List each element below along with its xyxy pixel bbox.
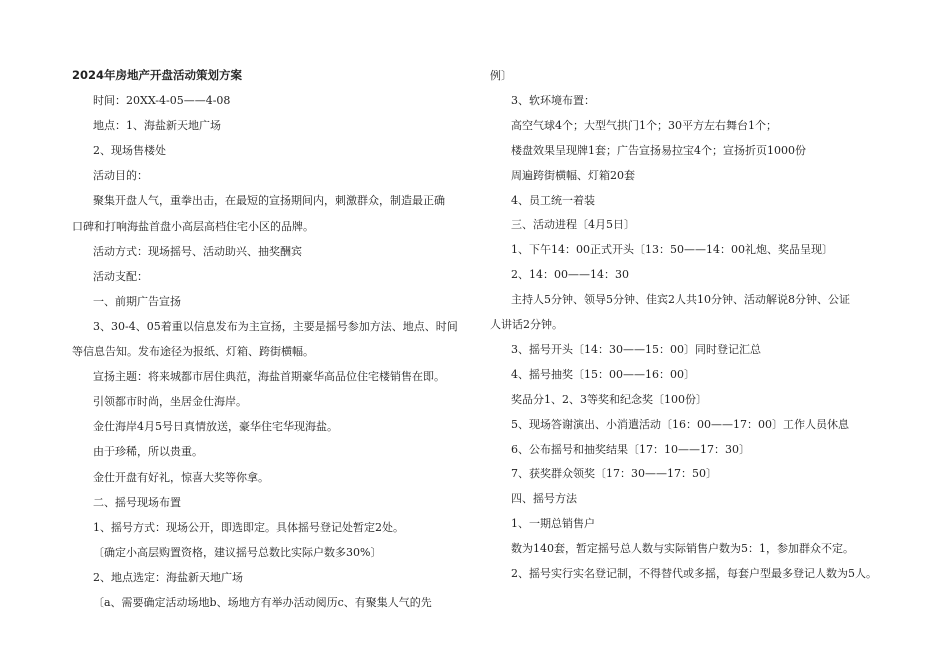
paragraph-line: 引领都市时尚，坐居金仕海岸。 (93, 395, 247, 409)
paragraph-line: 3、摇号开头〔14：30——15：00〕同时登记汇总 (511, 342, 761, 356)
paragraph-line: 数为140套，暂定摇号总人数与实际销售户数为5：1，参加群众不定。 (511, 542, 854, 556)
paragraph-line: 2、地点选定：海盐新天地广场 (93, 570, 243, 584)
paragraph-line: 4、员工统一着装 (511, 193, 595, 207)
paragraph-line: 1、摇号方式：现场公开，即选即定。具体摇号登记处暂定2处。 (93, 520, 404, 534)
paragraph-line: 金仕开盘有好礼，惊喜大奖等你拿。 (93, 470, 269, 484)
paragraph-line: 周遍跨街横幅、灯箱20套 (511, 168, 635, 182)
paragraph-line: 5、现场答谢演出、小消遣活动〔16：00——17：00〕工作人员休息 (511, 417, 849, 431)
paragraph-line: 6、公布摇号和抽奖结果〔17：10——17：30〕 (511, 442, 750, 456)
paragraph-line: 7、获奖群众领奖〔17：30——17：50〕 (511, 467, 717, 481)
paragraph-line: 〔确定小高层购置资格，建议摇号总数比实际户数多30%〕 (93, 545, 382, 559)
paragraph-line: 2、14：00——14：30 (511, 268, 629, 282)
document-title: 2024年房地产开盘活动策划方案 (72, 68, 243, 82)
paragraph-line: 2、摇号实行实名登记制，不得替代或多摇，每套户型最多登记人数为5人。 (511, 567, 877, 580)
paragraph-line: 人讲话2分钟。 (490, 318, 563, 331)
paragraph-line: 地点：1、海盐新天地广场 (93, 119, 221, 133)
paragraph-line: 四、摇号方法 (511, 492, 577, 506)
paragraph-line: 口碑和打响海盐首盘小高层高档住宅小区的品牌。 (72, 219, 314, 233)
paragraph-line: 聚集开盘人气，重拳出击，在最短的宣扬期间内，刺激群众，制造最正确 (93, 194, 445, 208)
paragraph-line: 4、摇号抽奖〔15：00——16：00〕 (511, 367, 695, 381)
paragraph-line: 金仕海岸4月5号日真情放送，豪华住宅华现海盐。 (93, 420, 338, 434)
paragraph-line: 时间：20XX-4-05——4-08 (93, 94, 231, 107)
paragraph-line: 一、前期广告宣扬 (93, 294, 181, 308)
paragraph-line: 活动目的： (93, 169, 148, 183)
paragraph-line: 2、现场售楼处 (93, 144, 166, 158)
paragraph-line: 奖品分1、2、3等奖和纪念奖〔100份〕 (511, 392, 707, 406)
paragraph-line: 〔a、需要确定活动场地b、场地方有举办活动阅历c、有聚集人气的先 (93, 596, 432, 609)
paragraph-line: 1、一期总销售户 (511, 517, 595, 531)
paragraph-line: 二、摇号现场布置 (93, 495, 181, 509)
paragraph-line: 3、软环境布置： (511, 93, 595, 107)
paragraph-line: 例〕 (490, 69, 512, 82)
paragraph-line: 1、下午14：00正式开头〔13：50——14：00礼炮、奖品呈现〕 (511, 243, 833, 257)
paragraph-line: 宣扬主题：将来城都市居住典范，海盐首期豪华高品位住宅楼销售在即。 (93, 370, 445, 384)
paragraph-line: 活动方式：现场摇号、活动助兴、抽奖酬宾 (93, 244, 302, 258)
paragraph-line: 高空气球4个；大型气拱门1个；30平方左右舞台1个； (511, 118, 777, 132)
paragraph-line: 由于珍稀，所以贵重。 (93, 445, 203, 459)
paragraph-line: 活动支配： (93, 269, 148, 283)
paragraph-line: 3、30-4、05着重以信息发布为主宣扬，主要是摇号参加方法、地点、时间 (93, 319, 458, 333)
paragraph-line: 主持人5分钟、领导5分钟、佳宾2人共10分钟、活动解说8分钟、公证 (511, 293, 850, 307)
paragraph-line: 楼盘效果呈现牌1套；广告宣扬易拉宝4个；宣扬折页1000份 (511, 143, 806, 157)
paragraph-line: 等信息告知。发布途径为报纸、灯箱、跨街横幅。 (72, 345, 314, 358)
paragraph-line: 三、活动进程〔4月5日〕 (511, 218, 635, 232)
